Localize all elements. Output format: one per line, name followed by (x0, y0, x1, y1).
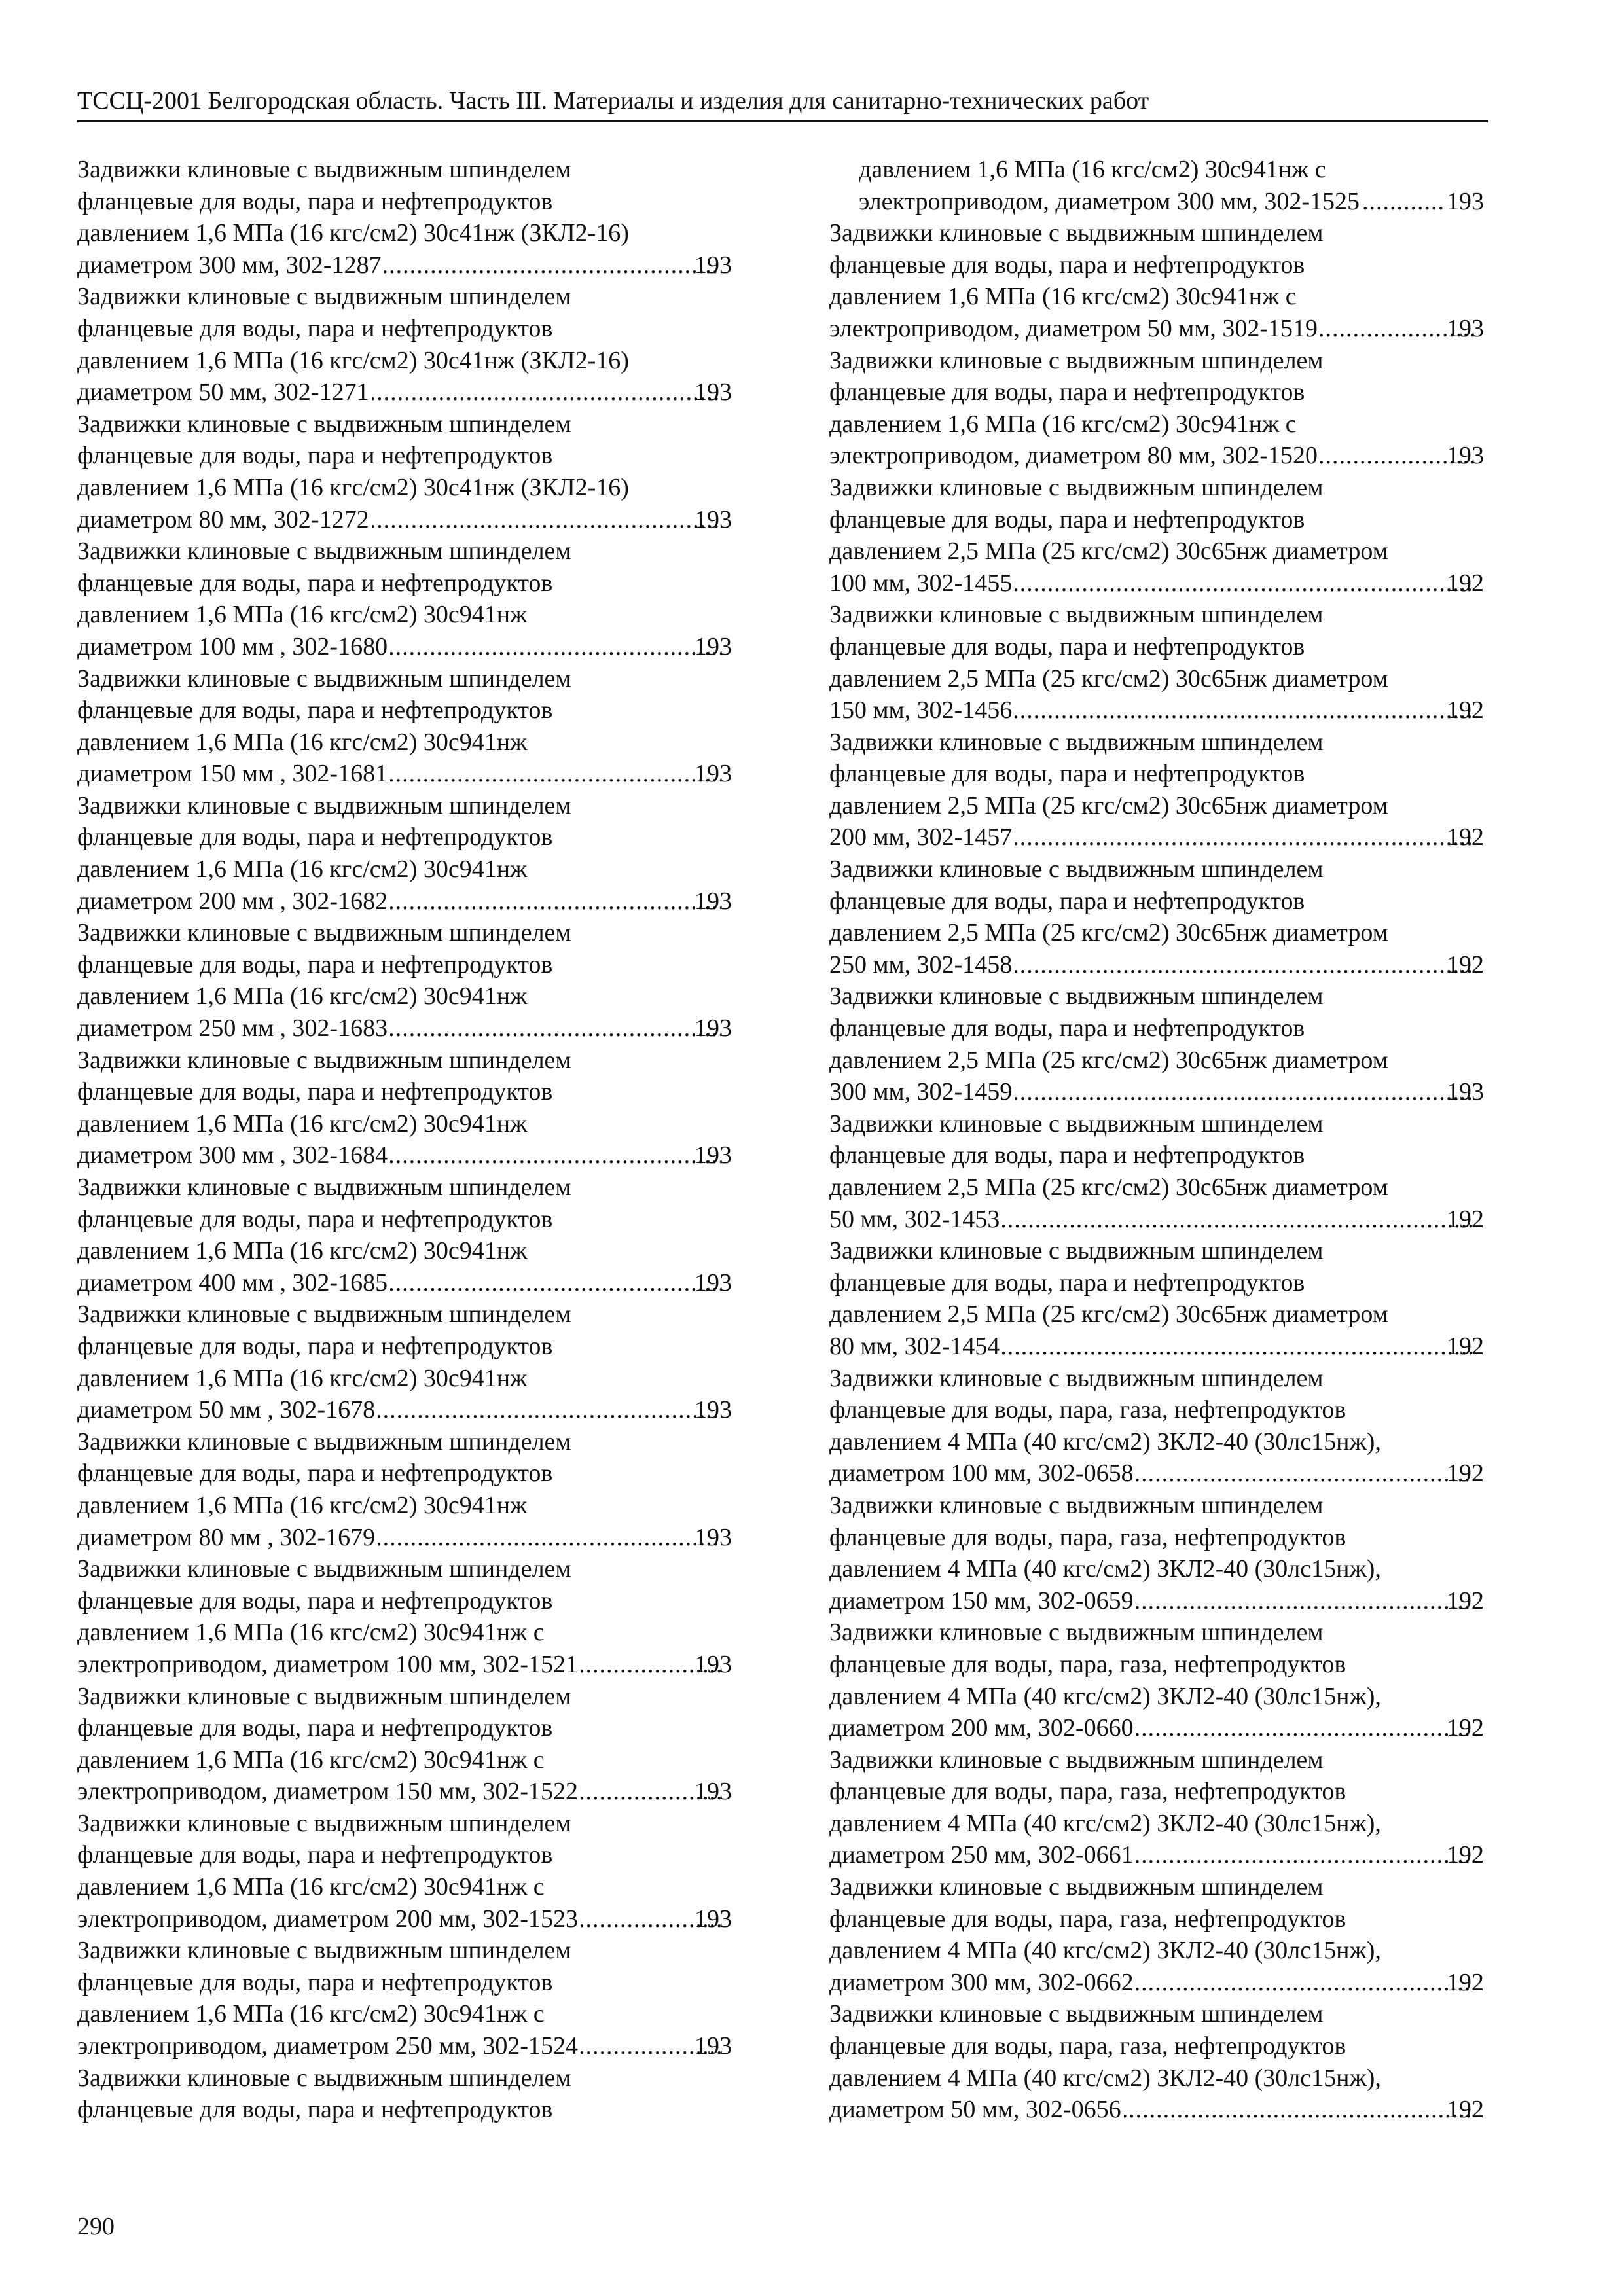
entry-line: Задвижки клиновые с выдвижным шпинделем (829, 1491, 1324, 1519)
entry-text: диаметром 400 мм , 302-1685 (77, 1268, 388, 1297)
entry-page-ref: 193 (695, 632, 732, 660)
entry-page-ref: 193 (1447, 1078, 1484, 1106)
entry-text: электроприводом, диаметром 300 мм, 302-1525 (859, 187, 1360, 215)
index-entry-last-line (77, 376, 732, 408)
leader-dots (1136, 1967, 1473, 1999)
entry-line: фланцевые для воды, пара и нефтепродуктов (77, 696, 553, 725)
leader-dots (1362, 186, 1444, 218)
leader-dots (1015, 694, 1473, 726)
entry-line: фланцевые для воды, пара и нефтепродуктов (829, 505, 1305, 533)
index-entry (829, 345, 1484, 472)
entry-line: давлением 1,6 МПа (16 кгс/см2) 30с941нж с (77, 1619, 545, 1647)
entry-line: давлением 1,6 МПа (16 кгс/см2) 30с941нж с (77, 1873, 545, 1901)
entry-line: фланцевые для воды, пара и нефтепродуктов (829, 760, 1305, 788)
index-entry (829, 726, 1484, 853)
index-entry (829, 472, 1484, 599)
index-entry (829, 1744, 1484, 1871)
entry-page-ref: 193 (695, 378, 732, 406)
leader-dots (1002, 1204, 1473, 1236)
entry-line: фланцевые для воды, пара, газа, нефтепродуктов (829, 1396, 1346, 1424)
index-entry (829, 154, 1484, 217)
entry-line: давлением 4 МПа (40 кгс/см2) ЗКЛ2-40 (30лс15нж), (829, 1682, 1381, 1710)
entry-line: фланцевые для воды, пара и нефтепродуктов (829, 251, 1305, 279)
entry-line: давлением 1,6 МПа (16 кгс/см2) 30с41нж (ЗКЛ2-16) (77, 346, 629, 374)
entry-line: фланцевые для воды, пара и нефтепродуктов (77, 1078, 553, 1106)
entry-line: давлением 4 МПа (40 кгс/см2) ЗКЛ2-40 (30лс15нж), (829, 1937, 1381, 1965)
index-entry (829, 217, 1484, 344)
index-entry-last-line (77, 504, 732, 536)
index-entry-last-line (829, 1585, 1484, 1617)
entry-line: фланцевые для воды, пара и нефтепродуктов (77, 569, 553, 597)
entry-page-ref: 192 (1447, 950, 1484, 978)
index-entry-last-line (829, 1204, 1484, 1236)
entry-line: Задвижки клиновые с выдвижным шпинделем (77, 410, 571, 438)
entry-line: Задвижки клиновые с выдвижным шпинделем (77, 1427, 571, 1456)
entry-line: давлением 4 МПа (40 кгс/см2) ЗКЛ2-40 (30лс15нж), (829, 2064, 1381, 2092)
entry-line: фланцевые для воды, пара, газа, нефтепродуктов (829, 1778, 1346, 1806)
entry-line: Задвижки клиновые с выдвижным шпинделем (829, 346, 1324, 374)
entry-line: Задвижки клиновые с выдвижным шпинделем (77, 1809, 571, 1837)
entry-line: Задвижки клиновые с выдвижным шпинделем (77, 1937, 571, 1965)
entry-text: диаметром 150 мм , 302-1681 (77, 760, 388, 788)
entry-page-ref: 192 (1447, 1332, 1484, 1360)
index-entry-last-line (77, 1903, 732, 1935)
entry-text: электроприводом, диаметром 80 мм, 302-1520 (829, 442, 1318, 470)
index-entry-last-line (77, 1776, 732, 1808)
entry-line: давлением 1,6 МПа (16 кгс/см2) 30с941нж с (829, 410, 1297, 438)
entry-line: давлением 4 МПа (40 кгс/см2) ЗКЛ2-40 (30лс15нж), (829, 1555, 1381, 1583)
entry-line: Задвижки клиновые с выдвижным шпинделем (77, 664, 571, 692)
leader-dots (1136, 1458, 1473, 1490)
entry-line: фланцевые для воды, пара и нефтепродуктов (77, 1332, 553, 1360)
leader-dots (1136, 1839, 1473, 1871)
index-entry (77, 1935, 732, 2062)
entry-line: Задвижки клиновые с выдвижным шпинделем (77, 1555, 571, 1583)
leader-dots (1015, 821, 1473, 853)
entry-page-ref: 192 (1447, 1968, 1484, 1996)
index-entry-last-line (829, 1712, 1484, 1744)
entry-line: давлением 1,6 МПа (16 кгс/см2) 30с941нж (77, 1364, 528, 1392)
index-entry-last-line (829, 1967, 1484, 1999)
index-entry (77, 408, 732, 535)
index-column-right (829, 154, 1484, 2126)
entry-line: давлением 2,5 МПа (25 кгс/см2) 30с65нж диаметром (829, 664, 1388, 692)
entry-page-ref: 193 (695, 1905, 732, 1933)
entry-page-ref: 193 (695, 887, 732, 915)
index-entry-last-line (829, 821, 1484, 853)
entry-line: Задвижки клиновые с выдвижным шпинделем (77, 1682, 571, 1710)
entry-line: фланцевые для воды, пара, газа, нефтепродуктов (829, 1523, 1346, 1551)
entry-text: диаметром 250 мм, 302-0661 (829, 1841, 1134, 1869)
entry-text: 50 мм, 302-1453 (829, 1205, 1000, 1233)
index-entry-last-line (829, 313, 1484, 345)
index-entry-last-line (77, 1013, 732, 1045)
index-entry-last-line (77, 758, 732, 790)
entry-line: фланцевые для воды, пара и нефтепродуктов (77, 314, 553, 342)
leader-dots (378, 1394, 721, 1426)
index-entry (829, 1871, 1484, 1998)
entry-line: Задвижки клиновые с выдвижным шпинделем (77, 1300, 571, 1329)
leader-dots (390, 886, 721, 918)
leader-dots (384, 249, 721, 281)
entry-page-ref: 193 (1447, 187, 1484, 215)
entry-line: фланцевые для воды, пара, газа, нефтепродуктов (829, 1650, 1346, 1678)
entry-text: электроприводом, диаметром 100 мм, 302-1521 (77, 1650, 578, 1678)
entry-text: 80 мм, 302-1454 (829, 1332, 1000, 1360)
entry-line: фланцевые для воды, пара и нефтепродуктов (77, 1714, 553, 1742)
entry-text: диаметром 50 мм, 302-0656 (829, 2096, 1121, 2124)
entry-line: Задвижки клиновые с выдвижным шпинделем (77, 2064, 571, 2092)
entry-page-ref: 193 (695, 505, 732, 533)
entry-page-ref: 193 (1447, 442, 1484, 470)
index-entry-last-line (77, 1522, 732, 1554)
entry-line: давлением 1,6 МПа (16 кгс/см2) 30с941нж (77, 855, 528, 884)
entry-text: диаметром 50 мм, 302-1271 (77, 378, 369, 406)
index-entry-last-line (829, 1458, 1484, 1490)
entry-page-ref: 193 (695, 1523, 732, 1551)
entry-text: диаметром 100 мм, 302-0658 (829, 1460, 1134, 1488)
leader-dots (390, 1013, 721, 1045)
entry-page-ref: 192 (1447, 1460, 1484, 1488)
index-entry (77, 1045, 732, 1172)
index-entry-last-line (829, 1331, 1484, 1363)
entry-line: давлением 1,6 МПа (16 кгс/см2) 30с941нж (77, 1491, 528, 1519)
entry-line: Задвижки клиновые с выдвижным шпинделем (829, 473, 1324, 501)
index-entry-last-line (77, 1649, 732, 1681)
index-entry-last-line (829, 1076, 1484, 1108)
entry-line: фланцевые для воды, пара и нефтепродуктов (829, 378, 1305, 406)
entry-line: фланцевые для воды, пара и нефтепродуктов (829, 632, 1305, 660)
entry-line: Задвижки клиновые с выдвижным шпинделем (829, 982, 1324, 1011)
entry-text: 200 мм, 302-1457 (829, 823, 1013, 852)
index-entry-last-line (77, 2030, 732, 2062)
entry-page-ref: 193 (695, 1268, 732, 1297)
entry-page-ref: 192 (1447, 1841, 1484, 1869)
index-entry (77, 790, 732, 917)
entry-text: диаметром 300 мм, 302-0662 (829, 1968, 1134, 1996)
index-entry-last-line (829, 567, 1484, 600)
index-entry (829, 1235, 1484, 1362)
leader-dots (1015, 567, 1473, 600)
entry-line: Задвижки клиновые с выдвижным шпинделем (829, 1746, 1324, 1774)
entry-text: электроприводом, диаметром 250 мм, 302-1524 (77, 2032, 578, 2060)
entry-line: Задвижки клиновые с выдвижным шпинделем (77, 1174, 571, 1201)
index-entry-last-line (77, 886, 732, 918)
entry-text: диаметром 100 мм , 302-1680 (77, 632, 388, 660)
entry-page-ref: 192 (1447, 1714, 1484, 1742)
entry-line: фланцевые для воды, пара и нефтепродуктов (77, 1205, 553, 1233)
entry-line: давлением 2,5 МПа (25 кгс/см2) 30с65нж диаметром (829, 537, 1388, 565)
index-entry-last-line (829, 440, 1484, 472)
entry-page-ref: 193 (695, 1014, 732, 1043)
entry-line: Задвижки клиновые с выдвижным шпинделем (829, 601, 1324, 629)
entry-line: фланцевые для воды, пара и нефтепродуктов (77, 1587, 553, 1615)
entry-page-ref: 193 (695, 1396, 732, 1424)
entry-line: давлением 2,5 МПа (25 кгс/см2) 30с65нж диаметром (829, 791, 1388, 819)
entry-text: диаметром 150 мм, 302-0659 (829, 1587, 1134, 1615)
running-header: ТССЦ-2001 Белгородская область. Часть III. Материалы и изделия для санитарно-технических работ (77, 87, 1149, 115)
entry-text: диаметром 80 мм , 302-1679 (77, 1523, 376, 1551)
entry-text: 250 мм, 302-1458 (829, 950, 1013, 978)
entry-line: давлением 2,5 МПа (25 кгс/см2) 30с65нж диаметром (829, 1174, 1388, 1201)
index-column-left (77, 154, 732, 2126)
index-entry (77, 1808, 732, 1935)
index-entry (77, 535, 732, 662)
index-entry (77, 2062, 732, 2126)
entry-line: фланцевые для воды, пара и нефтепродуктов (829, 887, 1305, 915)
index-entry-last-line (77, 1267, 732, 1299)
entry-line: давлением 1,6 МПа (16 кгс/см2) 30с941нж с (829, 283, 1297, 311)
leader-dots (378, 1522, 721, 1554)
leader-dots (372, 376, 721, 408)
index-entry (829, 1108, 1484, 1235)
entry-line: Задвижки клиновые с выдвижным шпинделем (829, 1237, 1324, 1265)
index-entry (829, 1617, 1484, 1744)
entry-line: давлением 1,6 МПа (16 кгс/см2) 30с41нж (ЗКЛ2-16) (77, 473, 629, 501)
index-entry (829, 1363, 1484, 1490)
index-entry (829, 853, 1484, 980)
entry-line: давлением 1,6 МПа (16 кгс/см2) 30с941нж (77, 601, 528, 629)
entry-text: 300 мм, 302-1459 (829, 1078, 1013, 1106)
entry-line: фланцевые для воды, пара и нефтепродуктов (829, 1268, 1305, 1297)
page-number: 290 (77, 2213, 115, 2240)
entry-line: давлением 1,6 МПа (16 кгс/см2) 30с941нж с (859, 156, 1326, 183)
index-entry (77, 1172, 732, 1299)
entry-page-ref: 193 (1447, 314, 1484, 342)
leader-dots (1015, 1076, 1473, 1108)
entry-line: Задвижки клиновые с выдвижным шпинделем (77, 791, 571, 819)
entry-line: Задвижки клиновые с выдвижным шпинделем (829, 1873, 1324, 1901)
index-entry-last-line (77, 631, 732, 663)
index-entry-last-line (829, 186, 1484, 218)
entry-line: Задвижки клиновые с выдвижным шпинделем (829, 219, 1324, 247)
entry-line: фланцевые для воды, пара и нефтепродуктов (77, 187, 553, 215)
index-entry (77, 1299, 732, 1426)
index-entry-last-line (77, 1139, 732, 1172)
entry-line: фланцевые для воды, пара и нефтепродуктов (77, 442, 553, 470)
entry-line: Задвижки клиновые с выдвижным шпинделем (77, 537, 571, 565)
leader-dots (1124, 2094, 1473, 2126)
entry-line: Задвижки клиновые с выдвижным шпинделем (77, 156, 571, 183)
leader-dots (390, 758, 721, 790)
entry-line: фланцевые для воды, пара и нефтепродуктов (829, 1014, 1305, 1043)
index-entry-last-line (77, 1394, 732, 1426)
entry-page-ref: 192 (1447, 696, 1484, 725)
entry-page-ref: 192 (1447, 2096, 1484, 2124)
entry-line: Задвижки клиновые с выдвижным шпинделем (829, 855, 1324, 884)
entry-line: Задвижки клиновые с выдвижным шпинделем (829, 1109, 1324, 1138)
leader-dots (1136, 1585, 1473, 1617)
entry-line: давлением 1,6 МПа (16 кгс/см2) 30с941нж (77, 1109, 528, 1138)
entry-line: Задвижки клиновые с выдвижным шпинделем (829, 1364, 1324, 1392)
entry-line: фланцевые для воды, пара и нефтепродуктов (77, 1460, 553, 1488)
entry-line: Задвижки клиновые с выдвижным шпинделем (829, 2000, 1324, 2028)
entry-line: фланцевые для воды, пара и нефтепродуктов (77, 823, 553, 852)
entry-line: давлением 4 МПа (40 кгс/см2) ЗКЛ2-40 (30лс15нж), (829, 1809, 1381, 1837)
leader-dots (1015, 949, 1473, 981)
entry-line: давлением 1,6 МПа (16 кгс/см2) 30с941нж с (77, 2000, 545, 2028)
entry-page-ref: 193 (695, 1141, 732, 1170)
entry-page-ref: 193 (695, 1650, 732, 1678)
entry-line: Задвижки клиновые с выдвижным шпинделем (829, 1619, 1324, 1647)
entry-page-ref: 192 (1447, 1205, 1484, 1233)
leader-dots (1002, 1331, 1473, 1363)
leader-dots (390, 1267, 721, 1299)
entry-line: фланцевые для воды, пара и нефтепродуктов (77, 950, 553, 978)
entry-line: давлением 1,6 МПа (16 кгс/см2) 30с941нж (77, 982, 528, 1011)
entry-line: давлением 1,6 МПа (16 кгс/см2) 30с941нж (77, 1237, 528, 1265)
leader-dots (390, 1139, 721, 1172)
index-entry-last-line (829, 2094, 1484, 2126)
index-entry (77, 663, 732, 790)
entry-text: диаметром 250 мм , 302-1683 (77, 1014, 388, 1043)
index-entry-last-line (77, 249, 732, 281)
entry-line: Задвижки клиновые с выдвижным шпинделем (77, 919, 571, 947)
entry-text: диаметром 200 мм , 302-1682 (77, 887, 388, 915)
leader-dots (1136, 1712, 1473, 1744)
index-entry (77, 1553, 732, 1680)
leader-dots (372, 504, 721, 536)
index-entry (77, 917, 732, 1044)
index-entry (829, 599, 1484, 726)
entry-text: диаметром 50 мм , 302-1678 (77, 1396, 376, 1424)
index-entry-last-line (829, 694, 1484, 726)
entry-text: диаметром 300 мм , 302-1684 (77, 1141, 388, 1170)
entry-line: фланцевые для воды, пара и нефтепродуктов (829, 1141, 1305, 1170)
entry-text: диаметром 80 мм, 302-1272 (77, 505, 369, 533)
entry-line: давлением 1,6 МПа (16 кгс/см2) 30с941нж (77, 728, 528, 756)
index-entry (829, 1490, 1484, 1617)
entry-text: электроприводом, диаметром 150 мм, 302-1522 (77, 1778, 578, 1806)
index-entry-last-line (829, 949, 1484, 981)
entry-line: давлением 2,5 МПа (25 кгс/см2) 30с65нж диаметром (829, 1300, 1388, 1329)
entry-line: Задвижки клиновые с выдвижным шпинделем (77, 1046, 571, 1074)
entry-line: фланцевые для воды, пара, газа, нефтепродуктов (829, 1905, 1346, 1933)
entry-line: фланцевые для воды, пара и нефтепродуктов (77, 2096, 553, 2124)
index-entry (77, 1681, 732, 1808)
index-entry-last-line (829, 1839, 1484, 1871)
index-entry (829, 1998, 1484, 2125)
entry-page-ref: 193 (695, 760, 732, 788)
entry-line: Задвижки клиновые с выдвижным шпинделем (829, 728, 1324, 756)
entry-line: давлением 1,6 МПа (16 кгс/см2) 30с941нж с (77, 1746, 545, 1774)
entry-page-ref: 192 (1447, 569, 1484, 597)
entry-page-ref: 193 (695, 2032, 732, 2060)
entry-line: давлением 1,6 МПа (16 кгс/см2) 30с41нж (ЗКЛ2-16) (77, 219, 629, 247)
header-rule (77, 120, 1488, 122)
entry-text: 150 мм, 302-1456 (829, 696, 1013, 725)
index-entry (829, 980, 1484, 1107)
entry-text: электроприводом, диаметром 200 мм, 302-1523 (77, 1905, 578, 1933)
entry-line: давлением 2,5 МПа (25 кгс/см2) 30с65нж диаметром (829, 1046, 1388, 1074)
entry-page-ref: 192 (1447, 823, 1484, 852)
index-entry (77, 1426, 732, 1553)
entry-line: фланцевые для воды, пара и нефтепродуктов (77, 1968, 553, 1996)
entry-page-ref: 193 (695, 1778, 732, 1806)
entry-text: электроприводом, диаметром 50 мм, 302-1519 (829, 314, 1318, 342)
index-entry (77, 281, 732, 408)
entry-line: давлением 2,5 МПа (25 кгс/см2) 30с65нж диаметром (829, 919, 1388, 947)
entry-page-ref: 192 (1447, 1587, 1484, 1615)
entry-line: фланцевые для воды, пара, газа, нефтепродуктов (829, 2032, 1346, 2060)
index-entry (77, 154, 732, 281)
entry-text: 100 мм, 302-1455 (829, 569, 1013, 597)
entry-page-ref: 193 (695, 251, 732, 279)
entry-text: диаметром 300 мм, 302-1287 (77, 251, 382, 279)
entry-line: Задвижки клиновые с выдвижным шпинделем (77, 283, 571, 311)
leader-dots (390, 631, 721, 663)
entry-line: давлением 4 МПа (40 кгс/см2) ЗКЛ2-40 (30лс15нж), (829, 1427, 1381, 1456)
entry-line: фланцевые для воды, пара и нефтепродуктов (77, 1841, 553, 1869)
entry-text: диаметром 200 мм, 302-0660 (829, 1714, 1134, 1742)
